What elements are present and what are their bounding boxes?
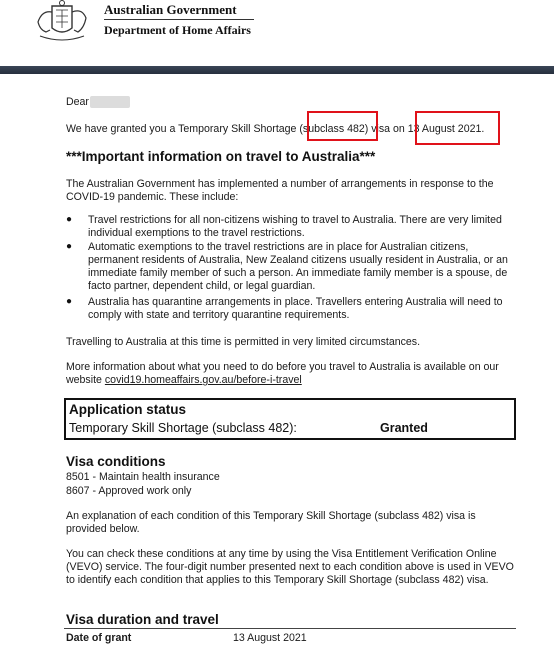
visa-duration-heading: Visa duration and travel [66, 612, 219, 627]
important-heading: ***Important information on travel to Australia*** [66, 149, 376, 164]
arrangements-paragraph: The Australian Government has implemented a number of arrangements in response to the COVID-19 pandemic. These include: [66, 178, 494, 203]
grant-subclass: (subclass 482) [299, 123, 369, 135]
date-of-grant-value: 13 August 2021 [233, 632, 307, 644]
redacted-name [90, 96, 130, 108]
travel-info-link[interactable]: covid19.homeaffairs.gov.au/before-i-travel [104, 374, 302, 386]
duration-divider [64, 628, 516, 629]
bullet-item: Australia has quarantine arrangements in place. Travellers entering Australia will need to comply with state and territory quarantine requirements. [88, 296, 503, 321]
grant-mid: visa on [368, 123, 408, 135]
grant-date: 13 August 2021. [407, 123, 485, 135]
vevo-paragraph: You can check these conditions at any time by using the Visa Entitlement Verification Online (VEVO) service. The four-digit number presented next to each condition above is used in VEVO to identify each condition that applies to this Temporary Skill Shortage (subclass 482) visa. [66, 548, 514, 586]
permitted-paragraph: Travelling to Australia at this time is permitted in very limited circumstances. [66, 336, 421, 348]
highlight-date [415, 111, 500, 145]
bullet-dot: ● [66, 296, 73, 307]
application-status-heading: Application status [69, 402, 187, 417]
department-name: Department of Home Affairs [104, 23, 251, 37]
header-divider [104, 19, 254, 20]
condition-item: 8501 - Maintain health insurance [66, 471, 220, 483]
bullet-dot: ● [66, 214, 73, 225]
salutation: Dear [66, 96, 89, 108]
application-status-value: Granted [380, 421, 428, 435]
date-of-grant-label: Date of grant [66, 632, 132, 644]
application-status-label: Temporary Skill Shortage (subclass 482): [69, 421, 297, 435]
bullet-item: Automatic exemptions to the travel restrictions are in place for Australian citizens, permanent residents of Australia, New Zealand citizens usually resident in Australia, or an immediate family member of such a person. An immediate family member is a spouse, de facto partner, dependent child, or legal guardian. [88, 241, 508, 292]
government-name: Australian Government [104, 2, 237, 17]
status-box-right-edge [514, 398, 516, 440]
more-info-text: More information about what you need to do before you travel to Australia is available on our website [66, 361, 499, 386]
highlight-subclass [307, 111, 378, 141]
bullet-item: Travel restrictions for all non-citizens wishing to travel to Australia. There are very limited individual exemptions to the travel restrictions. [88, 214, 502, 239]
coat-of-arms-icon [32, 0, 92, 44]
conditions-explanation: An explanation of each condition of this Temporary Skill Shortage (subclass 482) visa is provided below. [66, 510, 476, 535]
more-info-paragraph [66, 361, 521, 387]
header-band [0, 66, 554, 74]
bullet-dot: ● [66, 241, 73, 252]
visa-conditions-heading: Visa conditions [66, 454, 166, 469]
grant-intro: We have granted you a Temporary Skill Shortage [66, 123, 300, 135]
condition-item: 8607 - Approved work only [66, 485, 192, 497]
